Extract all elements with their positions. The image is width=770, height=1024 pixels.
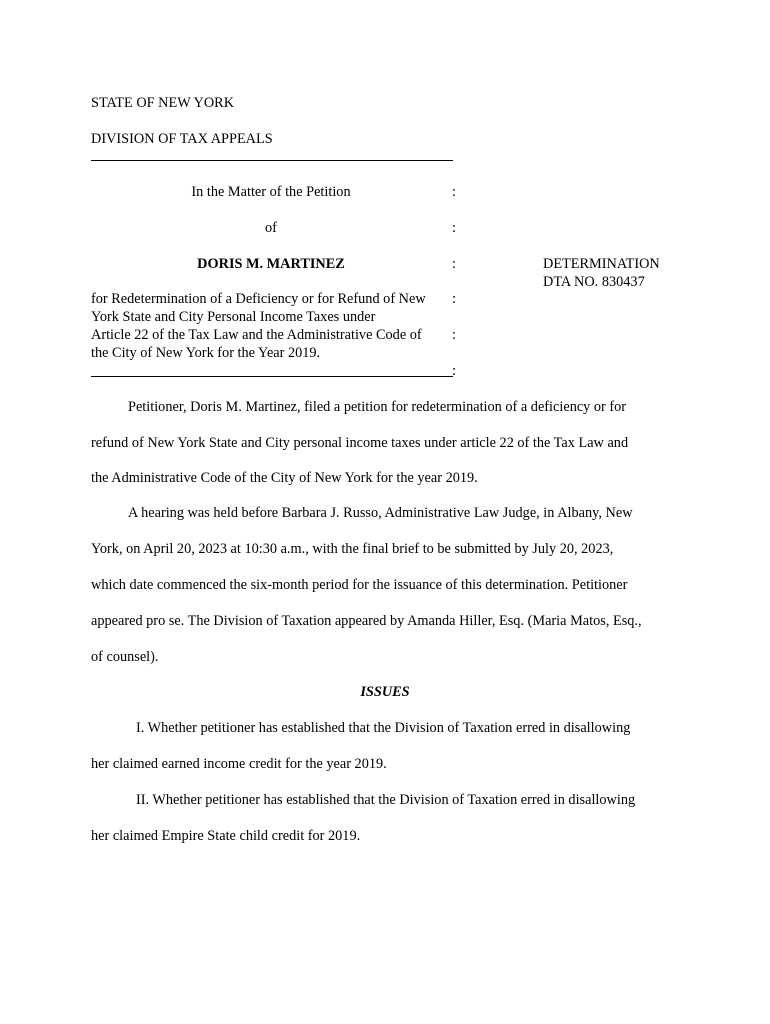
issue-2-line-2: her claimed Empire State child credit for 2019.	[91, 828, 361, 844]
state-heading: STATE OF NEW YORK	[91, 95, 235, 111]
caption-colon: :	[452, 256, 456, 272]
issue-1-line-2: her claimed earned income credit for the year 2019.	[91, 756, 387, 772]
caption-colon: :	[452, 184, 456, 200]
dta-number: DTA NO. 830437	[543, 274, 645, 290]
paragraph-2-line-4: appeared pro se. The Division of Taxation appeared by Amanda Hiller, Esq. (Maria Matos, Esq.,	[91, 613, 642, 629]
paragraph-1-line-2: refund of New York State and City personal income taxes under article 22 of the Tax Law and	[91, 435, 629, 451]
determination-title: DETERMINATION	[543, 256, 660, 272]
purpose-line-4: the City of New York for the Year 2019.	[91, 345, 321, 361]
paragraph-2-line-3: which date commenced the six-month period for the issuance of this determination. Petitioner	[91, 577, 628, 593]
caption-bottom-rule	[91, 376, 453, 377]
caption-colon: :	[452, 363, 456, 379]
caption-colon: :	[452, 327, 456, 343]
paragraph-1-line-3: the Administrative Code of the City of New York for the year 2019.	[91, 470, 478, 486]
paragraph-2-line-2: York, on April 20, 2023 at 10:30 a.m., with the final brief to be submitted by July 20, 2023,	[91, 541, 614, 557]
caption-top-rule	[91, 160, 453, 161]
paragraph-2-line-5: of counsel).	[91, 649, 159, 665]
caption-colon: :	[452, 220, 456, 236]
caption-colon: :	[452, 291, 456, 307]
issue-1-line-1: I. Whether petitioner has established that the Division of Taxation erred in disallowing	[136, 720, 631, 736]
purpose-line-1: for Redetermination of a Deficiency or for Refund of New	[91, 291, 426, 307]
paragraph-1-line-1: Petitioner, Doris M. Martinez, filed a petition for redetermination of a deficiency or for	[128, 399, 627, 415]
matter-line: In the Matter of the Petition	[191, 184, 351, 200]
petitioner-name: DORIS M. MARTINEZ	[197, 256, 345, 272]
of-line: of	[265, 220, 277, 236]
issues-heading: ISSUES	[360, 684, 410, 700]
issue-2-line-1: II. Whether petitioner has established that the Division of Taxation erred in disallowing	[136, 792, 636, 808]
purpose-line-2: York State and City Personal Income Taxes under	[91, 309, 376, 325]
purpose-line-3: Article 22 of the Tax Law and the Administrative Code of	[91, 327, 422, 343]
division-heading: DIVISION OF TAX APPEALS	[91, 131, 273, 147]
paragraph-2-line-1: A hearing was held before Barbara J. Russo, Administrative Law Judge, in Albany, New	[128, 505, 633, 521]
